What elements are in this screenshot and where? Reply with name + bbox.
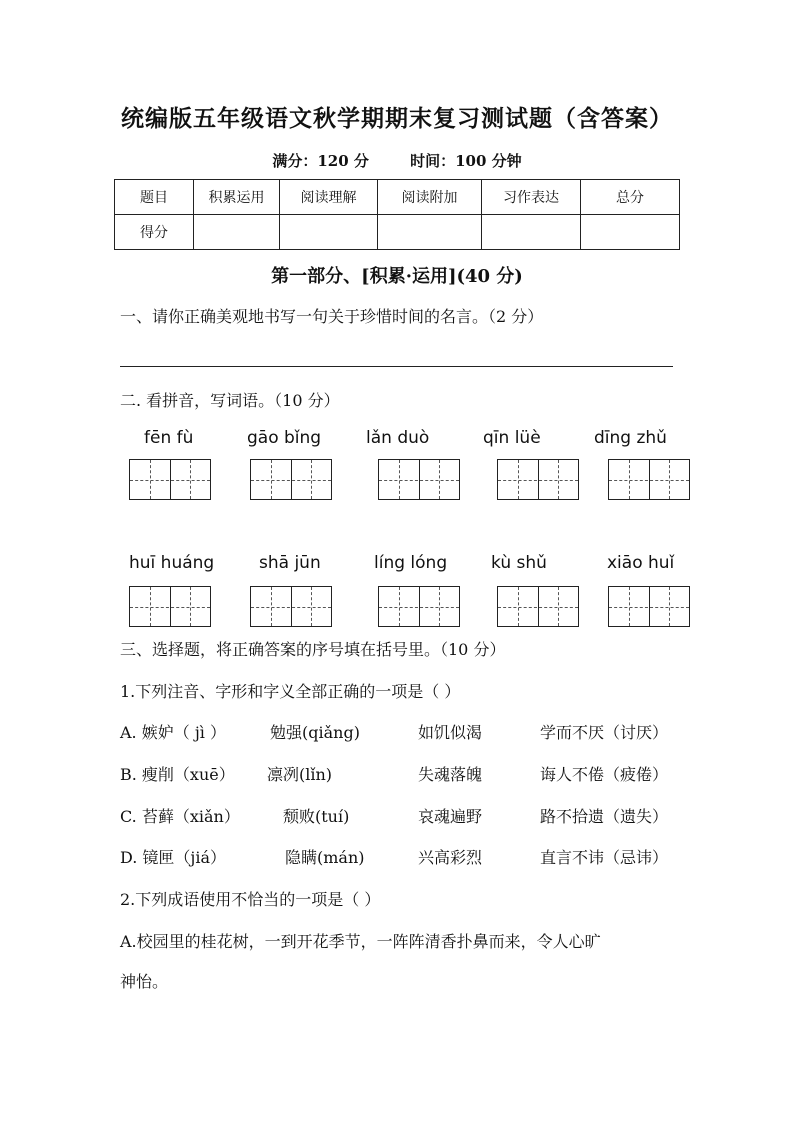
score-header-cell: 题目 (115, 180, 194, 215)
option-d-3: 兴高彩烈 (418, 848, 483, 867)
question-2: 二. 看拼音，写词语。（10 分） (120, 391, 340, 410)
writing-grid[interactable] (378, 586, 460, 627)
writing-grid[interactable] (250, 459, 332, 500)
pinyin-label: kù shǔ (491, 553, 547, 573)
full-score: 满分：120 分 (272, 152, 369, 170)
option-c-3: 哀魂遍野 (418, 807, 483, 826)
option-c-4: 路不拾遗（遗失） (540, 807, 669, 826)
option-a-1: A. 嫉妒（ jì ） (120, 723, 226, 742)
option-d-1: D. 镜匣（jiá） (120, 848, 227, 867)
question-1: 一、请你正确美观地书写一句关于珍惜时间的名言。（2 分） (120, 307, 544, 326)
pinyin-label: shā jūn (259, 553, 321, 573)
score-cell[interactable] (378, 215, 482, 250)
option-a-2: 勉强(qiǎng) (270, 723, 360, 742)
option-b-2: 凛冽(lǐn) (267, 765, 333, 784)
pinyin-label: xiāo huǐ (607, 553, 675, 573)
pinyin-label: gāo bǐng (247, 428, 322, 448)
score-cell[interactable] (581, 215, 680, 250)
option-b-1: B. 瘦削（xuē） (120, 765, 235, 784)
option-b-3: 失魂落魄 (418, 765, 483, 784)
section-heading: 第一部分、[积累·运用](40 分) (271, 266, 523, 287)
option-d-4: 直言不讳（忌讳） (540, 848, 669, 867)
score-header-cell: 习作表达 (482, 180, 581, 215)
option-c-1: C. 苔藓（xiǎn） (120, 807, 240, 826)
writing-grid[interactable] (250, 586, 332, 627)
writing-grid[interactable] (378, 459, 460, 500)
option-d-2: 隐瞒(mán) (285, 848, 365, 867)
pinyin-label: líng lóng (374, 553, 448, 573)
exam-meta (0, 150, 794, 171)
score-table-header-row (115, 180, 680, 215)
writing-grid[interactable] (129, 459, 211, 500)
score-row-label: 得分 (115, 215, 194, 250)
score-header-cell: 阅读附加 (378, 180, 482, 215)
score-table (114, 179, 680, 250)
score-cell[interactable] (280, 215, 378, 250)
writing-grid[interactable] (497, 586, 579, 627)
option-a-3: 如饥似渴 (418, 723, 483, 742)
option-text: A.校园里的桂花树，一到开花季节，一阵阵清香扑鼻而来，令人心旷 (120, 932, 601, 951)
question-3-2: 2.下列成语使用不恰当的一项是（ ） (120, 890, 381, 909)
answer-line[interactable] (120, 366, 673, 367)
score-cell[interactable] (194, 215, 280, 250)
pinyin-label: dīng zhǔ (594, 428, 667, 448)
score-header-cell: 总分 (581, 180, 680, 215)
score-cell[interactable] (482, 215, 581, 250)
exam-time: 时间：100 分钟 (410, 152, 522, 170)
writing-grid[interactable] (608, 459, 690, 500)
option-b-4: 诲人不倦（疲倦） (540, 765, 669, 784)
writing-grid[interactable] (497, 459, 579, 500)
score-table-score-row (115, 215, 680, 250)
score-header-cell: 阅读理解 (280, 180, 378, 215)
writing-grid[interactable] (129, 586, 211, 627)
page-title: 统编版五年级语文秋学期期末复习测试题（含答案） (121, 105, 673, 132)
pinyin-label: lǎn duò (366, 428, 430, 448)
writing-grid[interactable] (608, 586, 690, 627)
pinyin-label: fēn fù (144, 428, 194, 448)
pinyin-label: huī huáng (129, 553, 215, 573)
question-3-1: 1.下列注音、字形和字义全部正确的一项是（ ） (120, 682, 461, 701)
option-text: 神怡。 (120, 972, 169, 991)
question-3: 三、选择题，将正确答案的序号填在括号里。（10 分） (120, 640, 506, 659)
pinyin-label: qīn lüè (483, 428, 541, 448)
score-header-cell: 积累运用 (194, 180, 280, 215)
option-a-4: 学而不厌（讨厌） (540, 723, 669, 742)
option-c-2: 颓败(tuí) (283, 807, 350, 826)
